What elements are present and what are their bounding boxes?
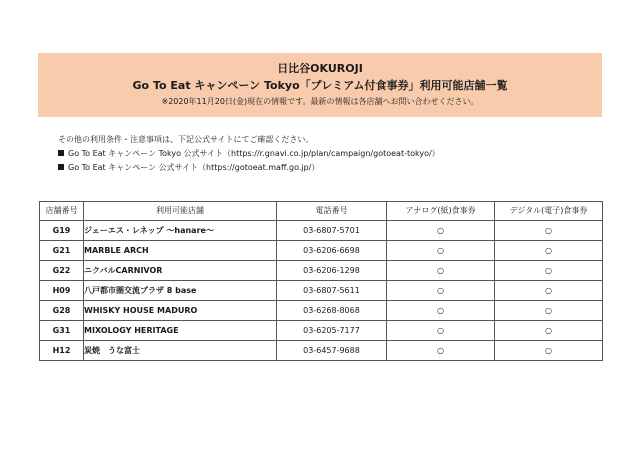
shop-code: H09: [40, 281, 84, 301]
shop-code: H12: [40, 341, 84, 361]
header-digital: デジタル(電子)食事券: [495, 202, 603, 221]
digital-available: ○: [495, 301, 603, 321]
digital-available: ○: [495, 321, 603, 341]
square-bullet-icon: [58, 164, 64, 170]
table-row: [40, 261, 603, 281]
shop-name: 八戸都市圏交流プラザ 8 base: [84, 281, 277, 301]
digital-available: ○: [495, 261, 603, 281]
analog-available: ○: [387, 321, 495, 341]
shop-name: MARBLE ARCH: [84, 241, 277, 261]
analog-available: ○: [387, 221, 495, 241]
info-intro: その他の利用条件・注意事項は、下記公式サイトにてご確認ください。: [58, 135, 314, 144]
shop-phone: 03-6807-5611: [277, 281, 387, 301]
date-note: ※2020年11月20日(金)現在の情報です。最新の情報は各店舗へお問い合わせください。: [161, 97, 479, 106]
header-name: 利用可能店舗: [84, 202, 277, 221]
table-row: [40, 301, 603, 321]
analog-available: ○: [387, 301, 495, 321]
table-row: [40, 341, 603, 361]
digital-available: ○: [495, 281, 603, 301]
shop-name: 炭焼 うな富士: [84, 341, 277, 361]
table-row: [40, 241, 603, 261]
shop-name: ニクバルCARNIVOR: [84, 261, 277, 281]
shop-phone: 03-6807-5701: [277, 221, 387, 241]
header-banner: [38, 53, 602, 117]
shop-code: G21: [40, 241, 84, 261]
square-bullet-icon: [58, 150, 64, 156]
shop-phone: 03-6457-9688: [277, 341, 387, 361]
shop-phone: 03-6206-6698: [277, 241, 387, 261]
table-row: [40, 221, 603, 241]
shop-code: G22: [40, 261, 84, 281]
digital-available: ○: [495, 221, 603, 241]
digital-available: ○: [495, 241, 603, 261]
header-analog: アナログ(紙)食事券: [387, 202, 495, 221]
table-row: [40, 321, 603, 341]
page-title: 日比谷OKUROJI: [277, 62, 363, 75]
shop-code: G28: [40, 301, 84, 321]
shop-name: MIXOLOGY HERITAGE: [84, 321, 277, 341]
shop-code: G31: [40, 321, 84, 341]
national-site-text[interactable]: Go To Eat キャンペーン 公式サイト（https://gotoeat.maff.go.jp/）: [68, 163, 320, 172]
analog-available: ○: [387, 341, 495, 361]
shop-phone: 03-6206-1298: [277, 261, 387, 281]
header-code: 店舗番号: [40, 202, 84, 221]
page-subtitle: Go To Eat キャンペーン Tokyo「プレミアム付食事券」利用可能店舗一覧: [132, 79, 508, 92]
info-link-tokyo: [58, 147, 440, 161]
analog-available: ○: [387, 281, 495, 301]
tokyo-site-text[interactable]: Go To Eat キャンペーン Tokyo 公式サイト（https://r.gnavi.co.jp/plan/campaign/gotoeat-tokyo/）: [68, 149, 440, 158]
shop-code: G19: [40, 221, 84, 241]
shop-table: [39, 201, 603, 361]
analog-available: ○: [387, 241, 495, 261]
shop-name: ジェーエス・レネップ ～hanare～: [84, 221, 277, 241]
shop-name: WHISKY HOUSE MADURO: [84, 301, 277, 321]
table-row: [40, 281, 603, 301]
digital-available: ○: [495, 341, 603, 361]
header-phone: 電話番号: [277, 202, 387, 221]
shop-phone: 03-6268-8068: [277, 301, 387, 321]
info-section: [58, 133, 440, 175]
analog-available: ○: [387, 261, 495, 281]
info-link-national: [58, 161, 440, 175]
table-header-row: [40, 202, 603, 221]
shop-phone: 03-6205-7177: [277, 321, 387, 341]
